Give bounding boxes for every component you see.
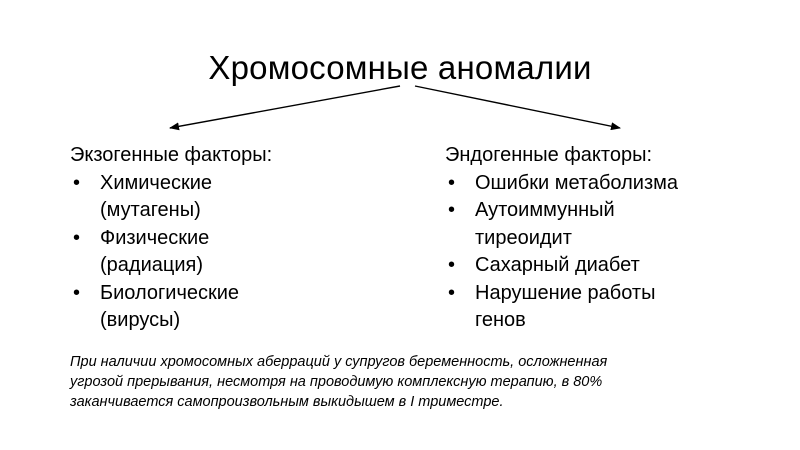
list-item-line: Ошибки метаболизма: [475, 171, 678, 194]
footnote-line: заканчивается самопроизвольным выкидышем в I триместре.: [70, 394, 504, 410]
exogenous-list: [70, 170, 370, 335]
endogenous-factors-column: [445, 142, 775, 335]
bullet-icon: •: [448, 171, 456, 194]
list-item-line: (вирусы): [100, 309, 181, 331]
list-item: [70, 170, 370, 225]
list-item: [445, 280, 775, 335]
list-item: [445, 170, 775, 198]
list-item-line: Химические: [100, 171, 213, 194]
list-item-line: Физические: [100, 226, 210, 249]
slide-title: Хромосомные аномалии: [208, 49, 592, 86]
bullet-icon: •: [73, 226, 81, 249]
list-item-line: Аутоиммунный: [475, 199, 615, 221]
list-item: [445, 252, 775, 280]
list-item: [70, 225, 370, 280]
list-item: [70, 280, 370, 335]
exogenous-heading: Экзогенные факторы:: [70, 144, 273, 166]
bullet-icon: •: [448, 281, 456, 304]
arrow-right: [415, 86, 620, 128]
footnote: [70, 352, 760, 412]
endogenous-heading: Эндогенные факторы:: [445, 144, 653, 166]
arrow-left: [170, 86, 400, 128]
bullet-icon: •: [448, 254, 456, 276]
list-item-line: Нарушение работы: [475, 281, 656, 304]
bullet-icon: •: [448, 199, 456, 221]
exogenous-factors-column: [70, 142, 370, 335]
list-item: [445, 197, 775, 252]
list-item-line: Сахарный диабет: [475, 254, 640, 276]
bullet-icon: •: [73, 171, 81, 194]
list-item-line: (мутагены): [100, 199, 201, 221]
footnote-line: угрозой прерывания, несмотря на проводимую комплексную терапию, в 80%: [70, 374, 603, 390]
footnote-line: При наличии хромосомных аберраций у супругов беременность, осложненная: [70, 354, 608, 370]
list-item-line: тиреоидит: [475, 226, 572, 249]
list-item-line: генов: [475, 309, 526, 331]
list-item-line: Биологические: [100, 281, 240, 304]
list-item-line: (радиация): [100, 254, 203, 276]
endogenous-list: [445, 170, 775, 335]
bullet-icon: •: [73, 281, 81, 304]
